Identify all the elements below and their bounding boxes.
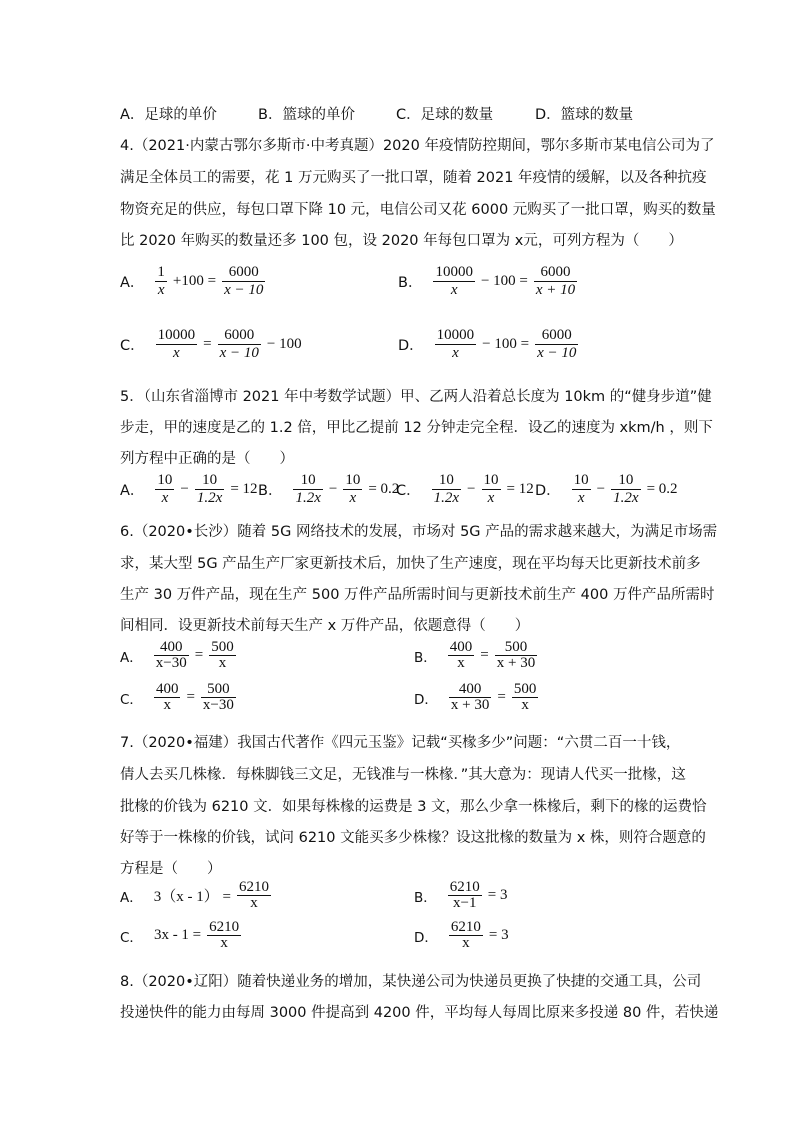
- numerator: 6000: [228, 264, 259, 280]
- denominator: x − 10: [224, 282, 264, 298]
- option-label: D．: [414, 691, 438, 708]
- operator: −: [328, 481, 338, 497]
- numerator: 1: [157, 264, 165, 280]
- numerator: 500: [207, 681, 230, 697]
- rhs: = 12: [230, 481, 258, 497]
- q7-option-a: [120, 880, 274, 911]
- denominator: x + 30: [496, 655, 536, 671]
- numerator: 400: [458, 681, 482, 697]
- q5-option-d: [535, 472, 681, 507]
- lhs: 3x - 1 =: [153, 927, 202, 943]
- q4-stem-line-4: 比 2020 年购买的数量还多 100 包，设 2020 年每包口罩为 x元，可列方程为（ ）: [120, 233, 683, 249]
- numerator: 10: [300, 472, 316, 488]
- denominator: 1.2x: [295, 490, 321, 506]
- denominator: x: [450, 282, 458, 298]
- denominator: x: [218, 655, 227, 671]
- numerator: 6000: [541, 327, 572, 343]
- numerator: 500: [513, 681, 537, 697]
- q7-option-c: [120, 920, 244, 951]
- q3-option-c: C．足球的数量: [396, 107, 494, 123]
- numerator: 6210: [209, 919, 240, 935]
- operator: − 100: [266, 336, 302, 352]
- operator: +100 =: [172, 273, 217, 289]
- denominator: x + 10: [535, 282, 576, 298]
- rhs: = 0.2: [368, 481, 400, 497]
- q8-stem-line-1: 8.（2020•辽阳）随着快递业务的增加，某快递公司为快递员更换了快捷的交通工具，公司: [120, 974, 702, 990]
- q7-stem-line-2: 倩人去买几株椽．每株脚钱三文足，无钱准与一株椽．”其大意为：现请人代买一批椽，这: [120, 767, 686, 783]
- q4-option-b: [398, 264, 580, 299]
- denominator: x: [161, 490, 169, 506]
- rhs: = 12: [506, 481, 534, 497]
- q4-option-a: [120, 264, 268, 299]
- numerator: 500: [211, 639, 234, 655]
- rhs: = 3: [487, 887, 508, 903]
- numerator: 6210: [449, 879, 480, 895]
- q5-stem-line-3: 列方程中正确的是（ ）: [120, 451, 294, 467]
- denominator: x − 10: [537, 345, 577, 361]
- numerator: 10: [483, 472, 499, 488]
- lhs: 3（x - 1） =: [153, 889, 231, 905]
- q5-stem-line-2: 步走，甲的速度是乙的 1.2 倍，甲比乙提前 12 分钟走完全程．设乙的速度为 xkm/h ，则下: [120, 420, 713, 436]
- option-label: D．: [398, 338, 424, 354]
- q5-stem-line-1: 5．（山东省淄博市 2021 年中考数学试题）甲、乙两人沿着总长度为 10km 的“健身步道”健: [120, 389, 712, 405]
- denominator: x: [457, 655, 465, 671]
- denominator: x: [487, 490, 495, 506]
- option-label: C．: [120, 929, 143, 946]
- numerator: 10: [438, 472, 454, 488]
- option-label: C．: [120, 338, 145, 354]
- denominator: x − 10: [219, 345, 259, 361]
- numerator: 10: [573, 472, 589, 488]
- q6-stem-line-4: 间相同．设更新技术前每天生产 x 万件产品，依题意得（ ）: [120, 618, 530, 634]
- q6-stem-line-1: 6.（2020•长沙）随着 5G 网络技术的发展，市场对 5G 产品的需求越来越大，为满足市场需: [120, 524, 718, 540]
- denominator: x: [220, 935, 228, 951]
- option-label: A．: [120, 649, 143, 666]
- numerator: 400: [159, 639, 183, 655]
- numerator: 10: [157, 472, 173, 488]
- operator: −: [467, 481, 476, 497]
- option-label: B．: [258, 483, 283, 499]
- q4-stem-line-1: 4.（2021·内蒙古鄂尔多斯市·中考真题）2020 年疫情防控期间，鄂尔多斯市某电信公司为了: [120, 138, 715, 154]
- operator: =: [203, 336, 212, 352]
- q4-option-c: [120, 327, 305, 362]
- numerator: 10000: [435, 264, 473, 280]
- q7-stem-line-3: 批椽的价钱为 6210 文．如果每株椽的运费是 3 文，那么少拿一株椽后，剩下的椽的运费恰: [120, 799, 707, 815]
- option-label: D．: [414, 929, 438, 946]
- denominator: x: [157, 282, 165, 298]
- denominator: x + 30: [450, 697, 490, 713]
- q5-option-b: [258, 472, 402, 507]
- q7-stem-line-1: 7.（2020•福建）我国古代著作《四元玉鉴》记载“买椽多少”问题：“六贯二百一十钱，: [120, 735, 681, 751]
- option-label: C．: [396, 483, 421, 499]
- option-label: D．: [535, 483, 561, 499]
- denominator: x−30: [155, 655, 187, 671]
- denominator: x: [173, 345, 180, 361]
- operator: − 100 =: [482, 336, 530, 352]
- q7-stem-line-4: 好等于一株椽的价钱，试问 6210 文能买多少株椽？设这批椽的数量为 x 株，则符合题意的: [120, 830, 706, 846]
- numerator: 10: [202, 472, 218, 488]
- numerator: 10: [345, 472, 361, 488]
- operator: −: [180, 481, 189, 497]
- denominator: x: [250, 895, 258, 911]
- denominator: x−1: [453, 895, 477, 911]
- q7-option-b: [414, 880, 510, 911]
- option-label: C．: [120, 691, 143, 708]
- operator: − 100 =: [480, 273, 528, 289]
- option-label: A．: [120, 275, 145, 291]
- option-label: B．: [414, 889, 437, 906]
- numerator: 6000: [540, 264, 571, 280]
- q3-option-d: D．篮球的数量: [535, 107, 634, 123]
- operator: −: [596, 481, 606, 497]
- denominator: 1.2x: [613, 490, 639, 506]
- q6-option-c: C． $\frac{400}{x}$ = $\frac{500}{x-30}$: [120, 681, 234, 713]
- q6-stem-line-3: 生产 30 万件产品，现在生产 500 万件产品所需时间与更新技术前生产 400 万件产品所需时: [120, 587, 715, 603]
- numerator: 10000: [436, 327, 475, 343]
- numerator: 10000: [157, 327, 196, 343]
- option-label: B．: [414, 649, 437, 666]
- option-label: B．: [398, 275, 423, 291]
- q4-option-d: [398, 327, 581, 362]
- denominator: x: [521, 697, 529, 713]
- numerator: 400: [449, 639, 473, 655]
- option-label: A．: [120, 889, 143, 906]
- denominator: 1.2x: [196, 490, 223, 506]
- q6-stem-line-2: 求，某大型 5G 产品生产厂家更新技术后，加快了生产速度，现在平均每天比更新技术前多: [120, 556, 701, 572]
- q5-option-c: [396, 472, 537, 507]
- numerator: 10: [618, 472, 634, 488]
- q6-option-d: D． $\frac{400}{x + 30}$ = $\frac{500}{x}$: [414, 681, 537, 713]
- q7-stem-line-5: 方程是（ ）: [120, 861, 222, 877]
- numerator: 500: [504, 639, 528, 655]
- q3-option-a: A．足球的单价: [120, 107, 217, 123]
- q5-option-a: [120, 472, 261, 507]
- q4-stem-line-3: 物资充足的供应，每包口罩下降 10 元，电信公司又花 6000 元购买了一批口罩，购买的数量: [120, 202, 716, 218]
- q6-option-a: A． $\frac{400}{x-30}$ = $\frac{500}{x}$: [120, 639, 234, 671]
- q4-stem-line-2: 满足全体员工的需要，花 1 万元购买了一批口罩，随着 2021 年疫情的缓解，以及各种抗疫: [120, 170, 707, 186]
- denominator: x: [349, 490, 357, 506]
- rhs: = 3: [488, 927, 509, 943]
- numerator: 6210: [238, 879, 269, 895]
- q7-option-d: [414, 920, 512, 951]
- rhs: = 0.2: [646, 481, 678, 497]
- denominator: x: [452, 345, 459, 361]
- denominator: 1.2x: [433, 490, 460, 506]
- q6-option-b: B． $\frac{400}{x}$ = $\frac{500}{x + 30}$: [414, 639, 536, 671]
- denominator: x−30: [202, 697, 234, 713]
- denominator: x: [163, 697, 171, 713]
- q3-option-b: B．篮球的单价: [258, 107, 355, 123]
- denominator: x: [462, 935, 470, 951]
- numerator: 400: [155, 681, 179, 697]
- denominator: x: [577, 490, 585, 506]
- q8-stem-line-2: 投递快件的能力由每周 3000 件提高到 4200 件，平均每人每周比原来多投递 80 件，若快递: [120, 1005, 719, 1021]
- numerator: 6210: [450, 919, 481, 935]
- option-label: A．: [120, 483, 145, 499]
- numerator: 6000: [224, 327, 255, 343]
